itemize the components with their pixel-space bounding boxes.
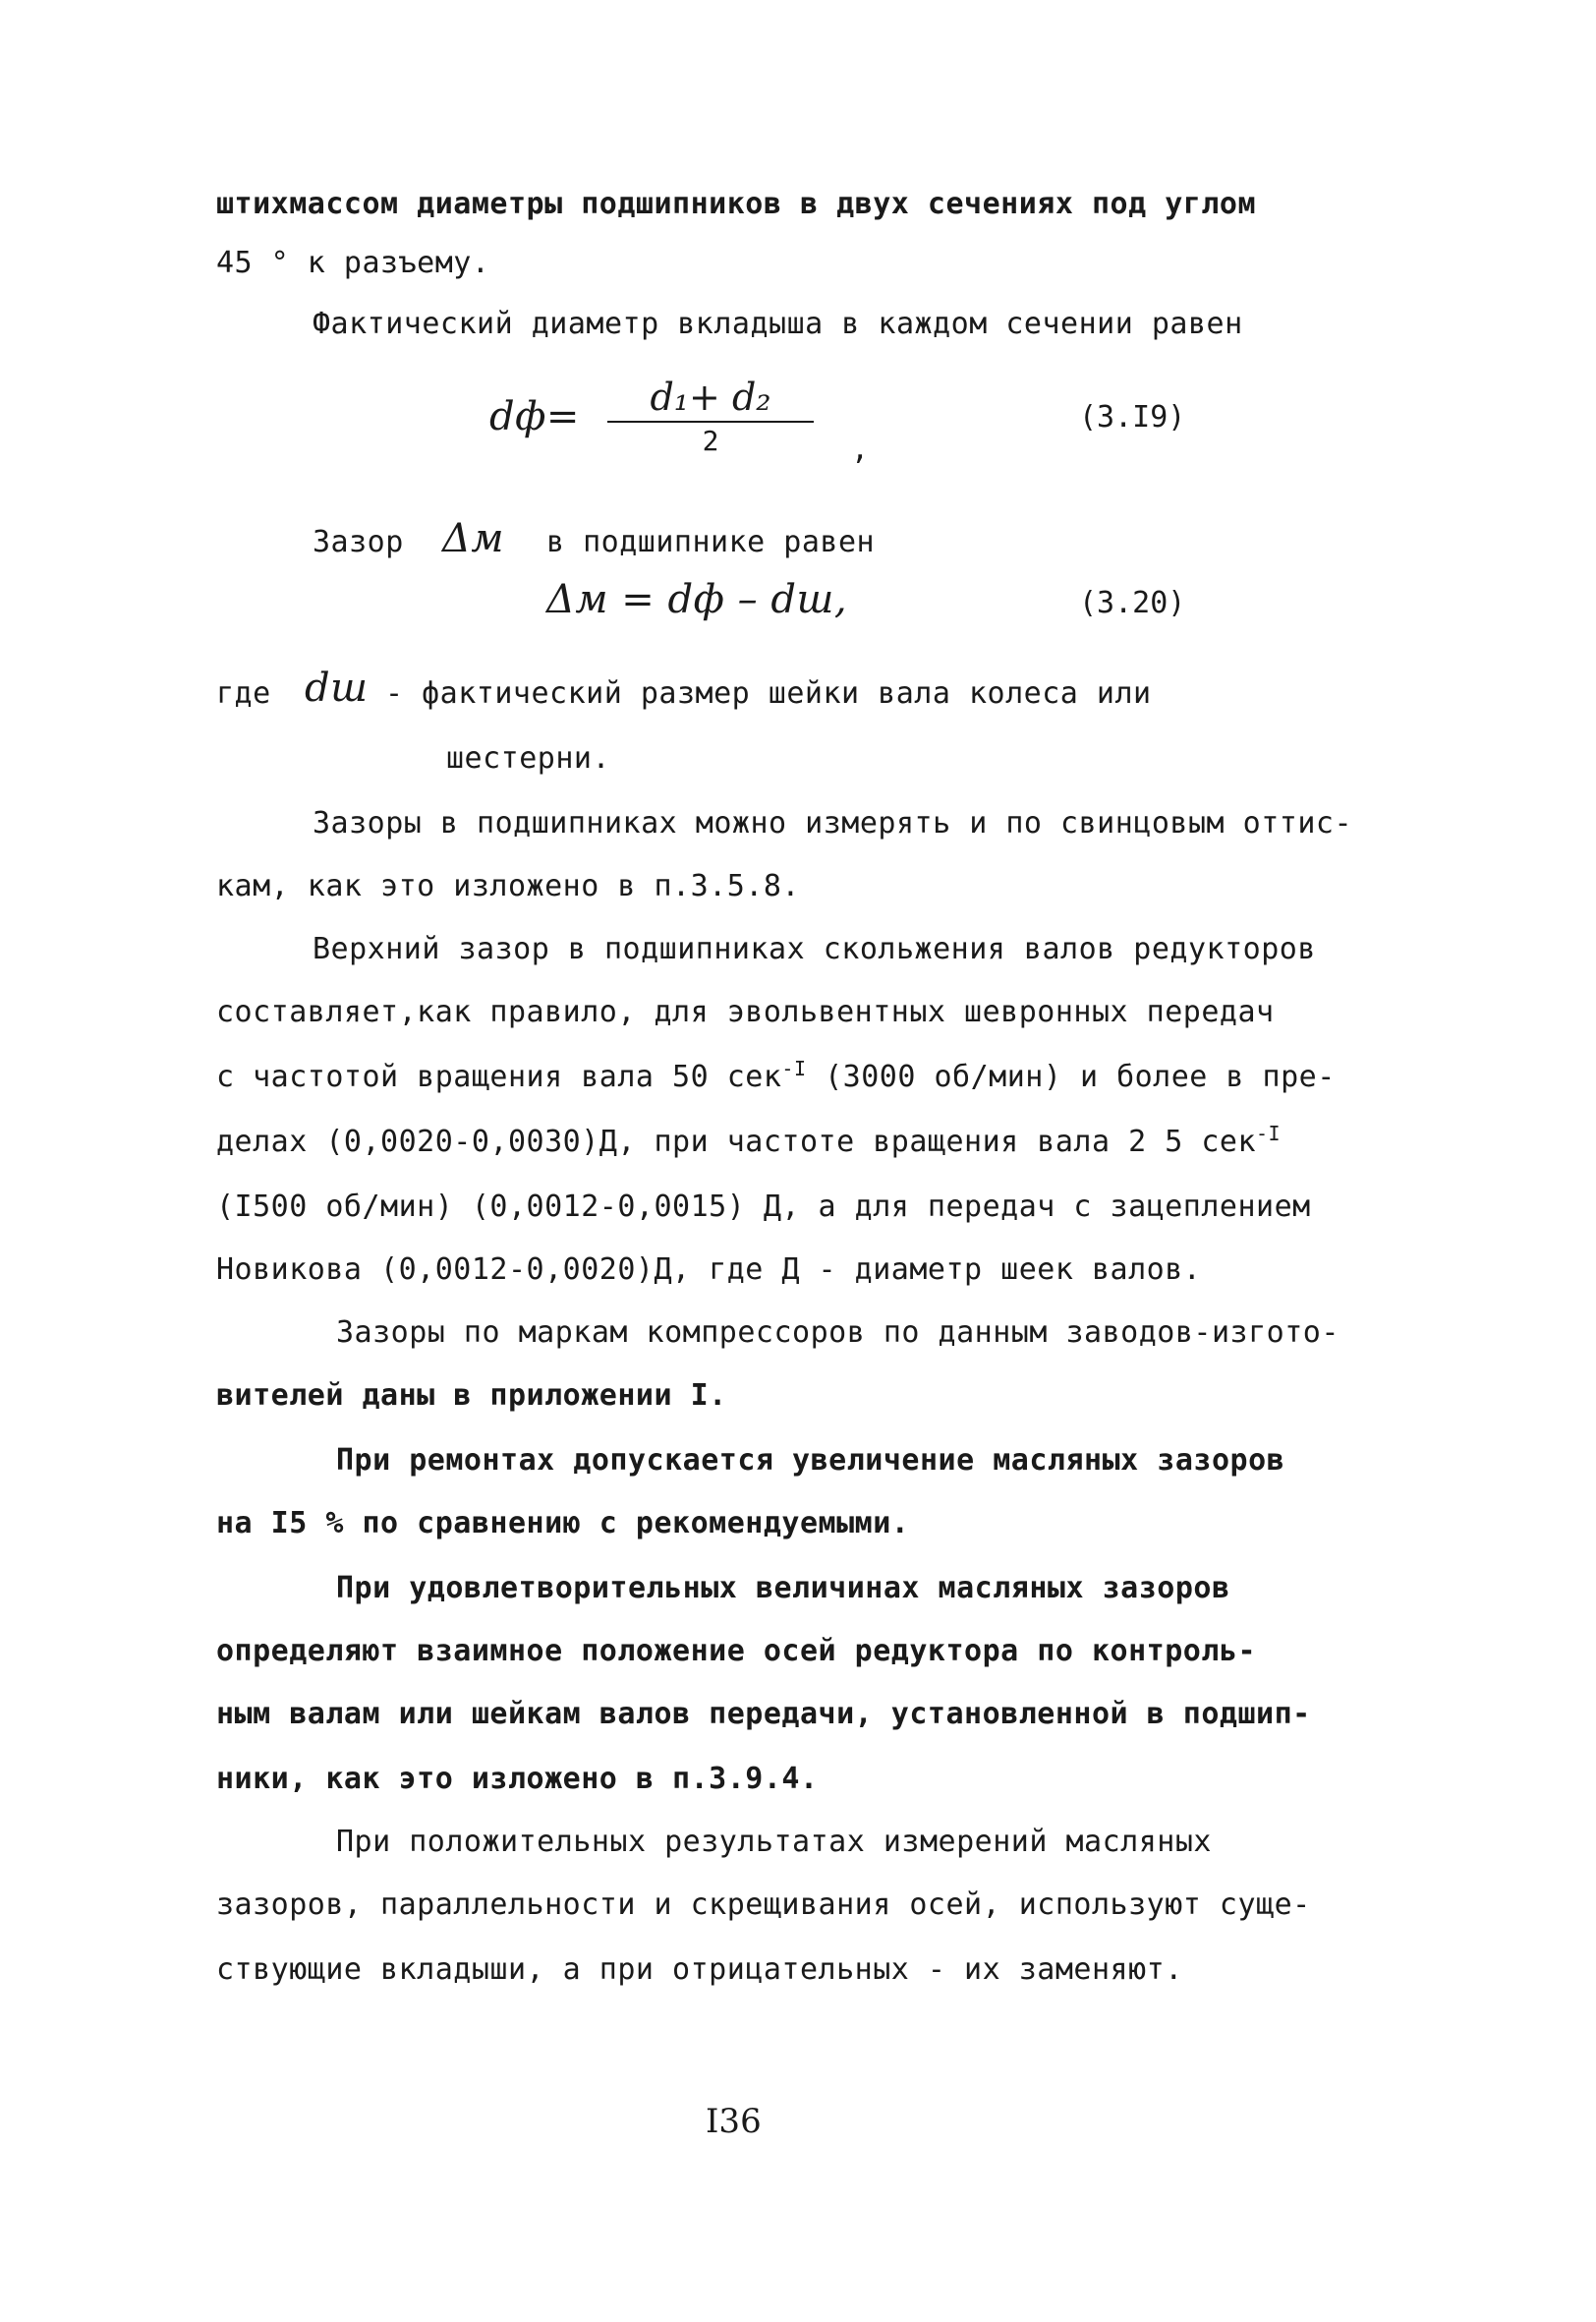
text-line: Зазор [313, 525, 404, 559]
text-line: кам, как это изложено в п.3.5.8. [216, 869, 800, 903]
text-line: Зазоры по маркам компрессоров по данным заводов-изгото- [336, 1315, 1340, 1350]
text-line: ствующие вкладыши, а при отрицательных - их заменяют. [216, 1952, 1183, 1987]
superscript: -I [1256, 1122, 1282, 1145]
text-line: При ремонтах допускается увеличение масляных зазоров [336, 1443, 1285, 1478]
text-line: где [216, 676, 271, 711]
text-line: на I5 % по сравнению с рекомендуемыми. [216, 1506, 910, 1540]
fraction-bar [607, 421, 814, 423]
text-line: зазоров, параллельности и скрещивания осей, используют суще- [216, 1887, 1311, 1922]
text-line: ным валам или шейкам валов передачи, установленной в подшип- [216, 1697, 1311, 1731]
text-line: определяют взаимное положение осей редуктора по контроль- [216, 1634, 1257, 1668]
equation-fraction [607, 376, 814, 458]
text-line: Фактический диаметр вкладыша в каждом сечении равен [313, 307, 1243, 341]
text-line [216, 1123, 1281, 1162]
text-line: Зазоры в подшипниках можно измерять и по свинцовым оттис- [313, 806, 1353, 841]
text-line: ники, как это изложено в п.3.9.4. [216, 1762, 819, 1796]
equation-number: (3.I9) [1079, 400, 1186, 435]
fraction-numerator: d₁+ d₂ [650, 376, 771, 419]
text-span: делах (0,0020-0,0030)Д, при частоте вращения вала 2 5 сек [216, 1125, 1257, 1159]
text-line: шестерни. [446, 741, 611, 776]
text-span: с частотой вращения вала 50 сек [216, 1060, 782, 1094]
text-line: - фактический размер шейки вала колеса или [385, 676, 1152, 711]
delta-m-symbol: Δм [442, 516, 505, 561]
text-line: При положительных результатах измерений масляных [336, 1825, 1212, 1859]
equation-number: (3.20) [1079, 586, 1186, 620]
text-line: При удовлетворительных величинах масляных зазоров [336, 1571, 1230, 1605]
equation-comma: , [851, 433, 870, 467]
text-line: штихмассом диаметры подшипников в двух сечениях под углом [216, 187, 1257, 221]
fraction-denominator: 2 [702, 425, 719, 457]
text-line: в подшипнике равен [546, 525, 876, 559]
equation-lhs: dф= [489, 394, 580, 439]
text-span: (3000 об/мин) и более в пре- [825, 1060, 1336, 1094]
text-line: составляет,как правило, для эвольвентных шевронных передач [216, 995, 1275, 1029]
superscript: -I [781, 1057, 807, 1080]
text-line [216, 1058, 1336, 1097]
text-line: Новикова (0,0012-0,0020)Д, где Д - диаметр шеек валов. [216, 1252, 1202, 1287]
page-number: I36 [706, 2102, 762, 2141]
d-sh-symbol: dш [305, 666, 369, 711]
text-line: (I500 об/мин) (0,0012-0,0015) Д, а для передач с зацеплением [216, 1190, 1311, 1224]
equation-formula: Δм = dф – dш, [546, 577, 848, 622]
text-line: Верхний зазор в подшипниках скольжения валов редукторов [313, 932, 1316, 966]
text-line: 45 ° к разъему. [216, 246, 490, 280]
text-line: вителей даны в приложении I. [216, 1378, 727, 1413]
